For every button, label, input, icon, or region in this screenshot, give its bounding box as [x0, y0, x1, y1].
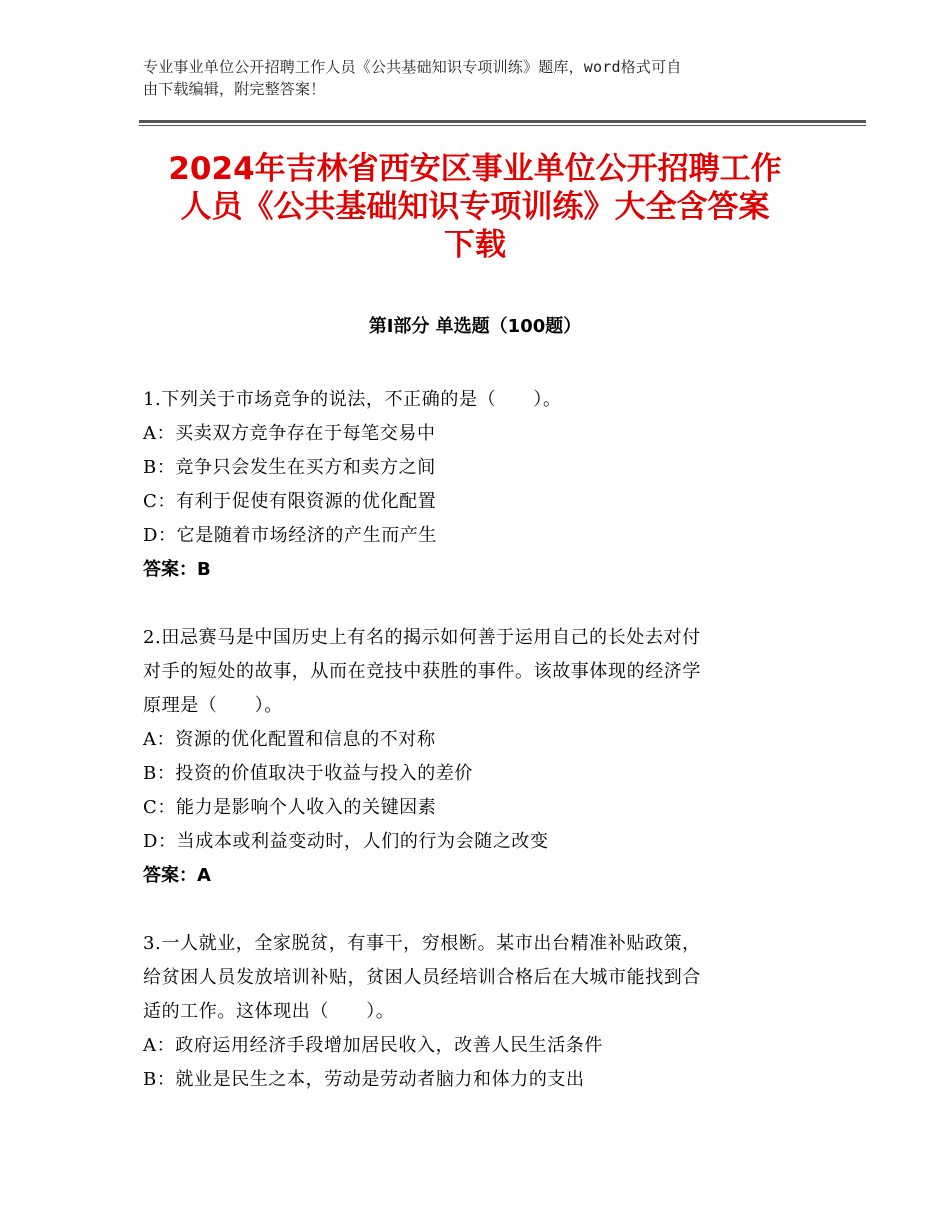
title-line: 2024年吉林省西安区事业单位公开招聘工作: [168, 151, 782, 187]
option-b: B：就业是民生之本，劳动是劳动者脑力和体力的支出: [143, 1069, 585, 1090]
option-a: A：买卖双方竞争存在于每笔交易中: [143, 423, 436, 444]
question-stem: 2.田忌赛马是中国历史上有名的揭示如何善于运用自己的长处去对付: [143, 627, 701, 648]
question-item: [143, 383, 803, 587]
question-item: [143, 621, 803, 893]
question-stem: 3.一人就业，全家脱贫，有事干，穷根断。某市出台精准补贴政策，: [143, 933, 701, 954]
header-note-line: 专业事业单位公开招聘工作人员《公共基础知识专项训练》题库，word格式可自: [143, 58, 682, 76]
header-divider-thin: [139, 125, 866, 126]
option-a: A：政府运用经济手段增加居民收入，改善人民生活条件: [143, 1035, 603, 1056]
question-stem: 原理是（ ）。: [143, 695, 283, 716]
option-c: C：能力是影响个人收入的关键因素: [143, 797, 437, 818]
title-line: 人员《公共基础知识专项训练》大全含答案: [180, 189, 770, 225]
option-d: D：当成本或利益变动时，人们的行为会随之改变: [143, 831, 549, 852]
option-d: D：它是随着市场经济的产生而产生: [143, 525, 438, 546]
title-line: 下载: [444, 227, 506, 263]
header-divider: [139, 120, 866, 123]
section-title: 第Ⅰ部分 单选题（100题）: [368, 316, 582, 337]
question-list: [143, 383, 803, 1131]
option-b: B：竞争只会发生在买方和卖方之间: [143, 457, 436, 478]
option-a: A：资源的优化配置和信息的不对称: [143, 729, 436, 750]
document-title: [120, 150, 830, 264]
answer-label: 答案：A: [143, 865, 211, 886]
question-stem: 给贫困人员发放培训补贴，贫困人员经培训合格后在大城市能找到合: [143, 967, 701, 988]
answer-label: 答案：B: [143, 559, 211, 580]
header-note: [143, 56, 823, 100]
question-stem: 对手的短处的故事，从而在竞技中获胜的事件。该故事体现的经济学: [143, 661, 701, 682]
option-b: B：投资的价值取决于收益与投入的差价: [143, 763, 474, 784]
question-stem: 适的工作。这体现出（ ）。: [143, 1001, 395, 1022]
question-stem: 1.下列关于市场竞争的说法，不正确的是（ ）。: [143, 389, 562, 410]
question-item: [143, 927, 803, 1097]
header-note-line: 由下载编辑，附完整答案！: [143, 80, 326, 98]
option-c: C：有利于促使有限资源的优化配置: [143, 491, 437, 512]
